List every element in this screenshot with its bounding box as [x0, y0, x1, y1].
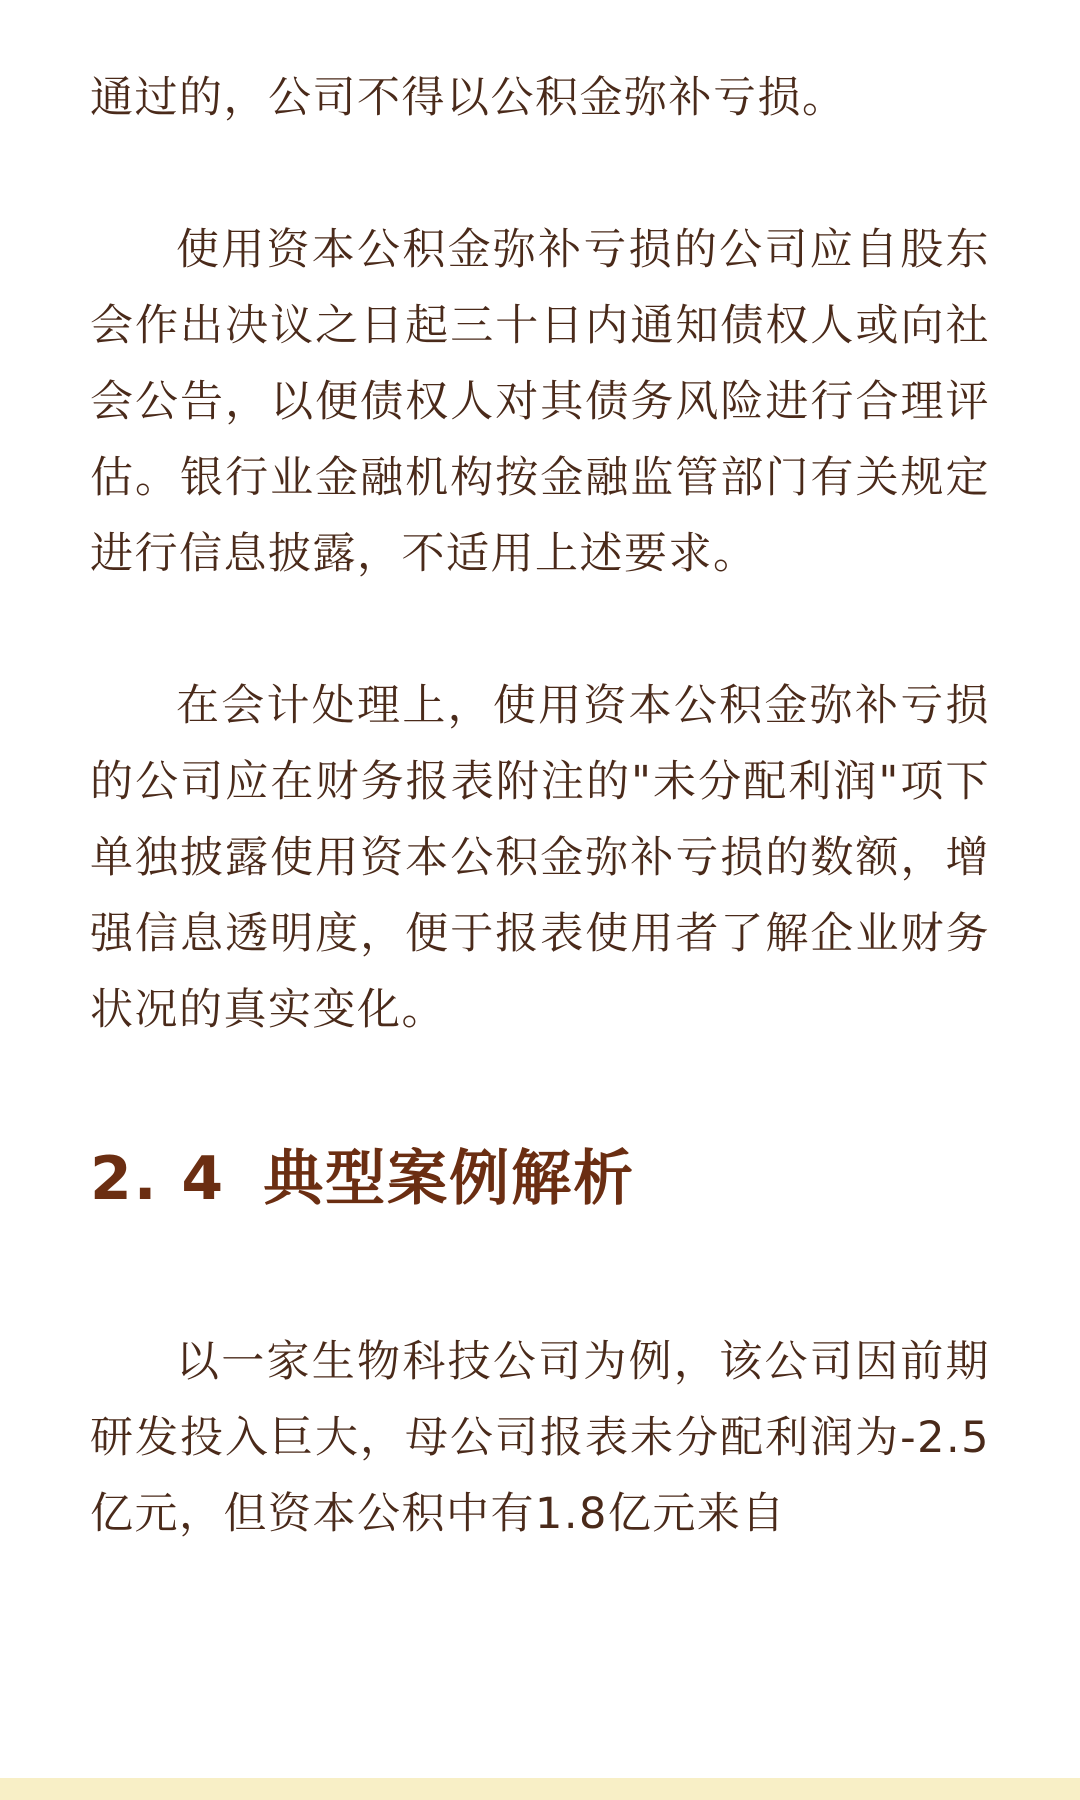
paragraph-1: 通过的，公司不得以公积金弥补亏损。: [90, 73, 847, 123]
bottom-decoration-bar: [0, 1778, 1080, 1800]
section-number: 2. 4: [90, 1144, 226, 1214]
paragraph-3: 在会计处理上，使用资本公积金弥补亏损的公司应在财务报表附注的"未分配利润"项下单独披露使用资本公积金弥补亏损的数额，增强信息透明度，便于报表使用者了解企业财务状况的真实变化。: [90, 681, 990, 1035]
section-heading: [90, 1124, 990, 1234]
paragraph-4: 以一家生物科技公司为例，该公司因前期研发投入巨大，母公司报表未分配利润为-2.5亿元，但资本公积中有1.8亿元来自: [90, 1337, 990, 1539]
paragraph-2: 使用资本公积金弥补亏损的公司应自股东会作出决议之日起三十日内通知债权人或向社会公告，以便债权人对其债务风险进行合理评估。银行业金融机构按金融监管部门有关规定进行信息披露，不适用上述要求。: [90, 225, 990, 579]
article-content: [90, 60, 990, 1552]
section-title: 典型案例解析: [263, 1144, 636, 1214]
